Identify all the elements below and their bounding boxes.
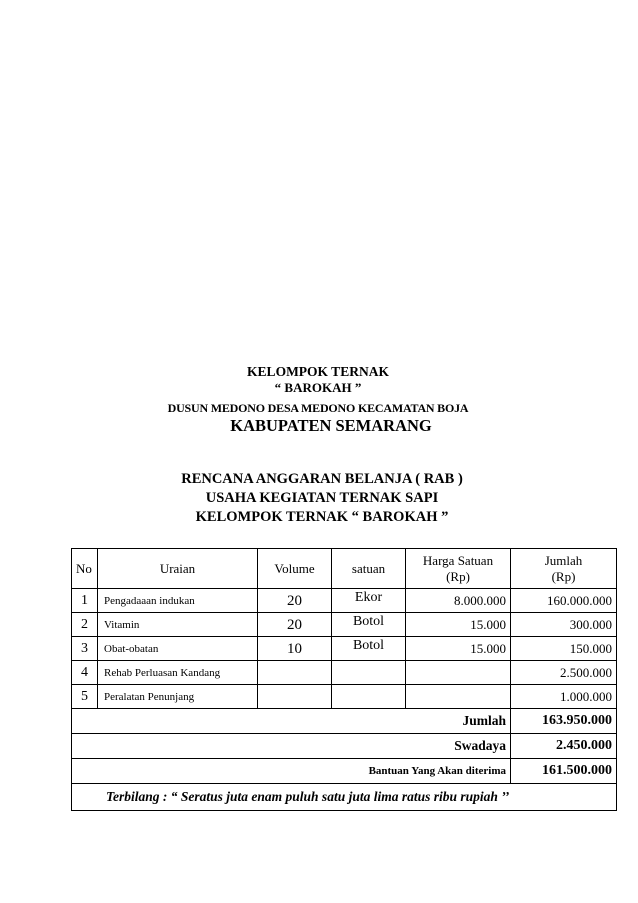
- row-jumlah: 2.500.000: [511, 661, 617, 685]
- row-no: 4: [72, 661, 98, 685]
- row-satuan: [332, 685, 406, 709]
- total-row-jumlah: [72, 709, 617, 734]
- row-satuan: Ekor: [332, 589, 406, 613]
- header-jumlah: [511, 549, 617, 589]
- row-uraian: Obat-obatan: [98, 637, 258, 661]
- total-row-swadaya: [72, 734, 617, 759]
- row-no: 5: [72, 685, 98, 709]
- header-no: No: [72, 549, 98, 589]
- table-row: [72, 613, 617, 637]
- row-jumlah: 160.000.000: [511, 589, 617, 613]
- rab-title-line2: USAHA KEGIATAN TERNAK SAPI: [205, 490, 439, 506]
- row-jumlah: 300.000: [511, 613, 617, 637]
- table-row: [72, 637, 617, 661]
- header-jumlah-unit: (Rp): [551, 568, 576, 584]
- header-uraian: Uraian: [98, 549, 258, 589]
- header-harga-satuan: [406, 549, 511, 589]
- header-satuan: satuan: [332, 549, 406, 589]
- swadaya-label: Swadaya: [72, 734, 511, 759]
- terbilang-text: Terbilang : “ Seratus juta enam puluh satu juta lima ratus ribu rupiah ’’: [72, 784, 617, 811]
- total-row-bantuan: [72, 759, 617, 784]
- header-volume: Volume: [258, 549, 332, 589]
- header-harga-label: Harga Satuan: [422, 552, 494, 568]
- row-satuan: Botol: [332, 613, 406, 637]
- bantuan-label: Bantuan Yang Akan diterima: [72, 759, 511, 784]
- row-harga: [406, 661, 511, 685]
- address-heading: DUSUN MEDONO DESA MEDONO KECAMATAN BOJA: [167, 401, 469, 415]
- table-row: [72, 685, 617, 709]
- row-volume: 20: [258, 613, 332, 637]
- row-harga: 15.000: [406, 613, 511, 637]
- header-harga-unit: (Rp): [446, 568, 470, 584]
- row-uraian: Pengadaaan indukan: [98, 589, 258, 613]
- row-satuan: [332, 661, 406, 685]
- row-harga: 8.000.000: [406, 589, 511, 613]
- header-jumlah-label: Jumlah: [544, 552, 583, 568]
- row-volume: 20: [258, 589, 332, 613]
- swadaya-value: 2.450.000: [511, 734, 617, 759]
- total-jumlah-label: Jumlah: [72, 709, 511, 734]
- total-jumlah-value: 163.950.000: [511, 709, 617, 734]
- row-uraian: Vitamin: [98, 613, 258, 637]
- group-name-heading: KELOMPOK TERNAK: [247, 364, 389, 379]
- row-uraian: Peralatan Penunjang: [98, 685, 258, 709]
- rab-title-line3: KELOMPOK TERNAK “ BAROKAH ”: [195, 509, 449, 525]
- row-volume: [258, 661, 332, 685]
- terbilang-row: [72, 784, 617, 811]
- row-harga: 15.000: [406, 637, 511, 661]
- row-volume: [258, 685, 332, 709]
- budget-table: [71, 548, 617, 811]
- row-no: 2: [72, 613, 98, 637]
- row-satuan: Botol: [332, 637, 406, 661]
- row-uraian: Rehab Perluasan Kandang: [98, 661, 258, 685]
- table-header-row: [72, 549, 617, 589]
- row-volume: 10: [258, 637, 332, 661]
- table-row: [72, 589, 617, 613]
- row-no: 1: [72, 589, 98, 613]
- rab-title-line1: RENCANA ANGGARAN BELANJA ( RAB ): [181, 471, 463, 487]
- regency-heading: KABUPATEN SEMARANG: [230, 416, 432, 435]
- row-harga: [406, 685, 511, 709]
- row-no: 3: [72, 637, 98, 661]
- bantuan-value: 161.500.000: [511, 759, 617, 784]
- group-nickname-heading: “ BAROKAH ”: [274, 380, 362, 395]
- row-jumlah: 1.000.000: [511, 685, 617, 709]
- table-row: [72, 661, 617, 685]
- row-jumlah: 150.000: [511, 637, 617, 661]
